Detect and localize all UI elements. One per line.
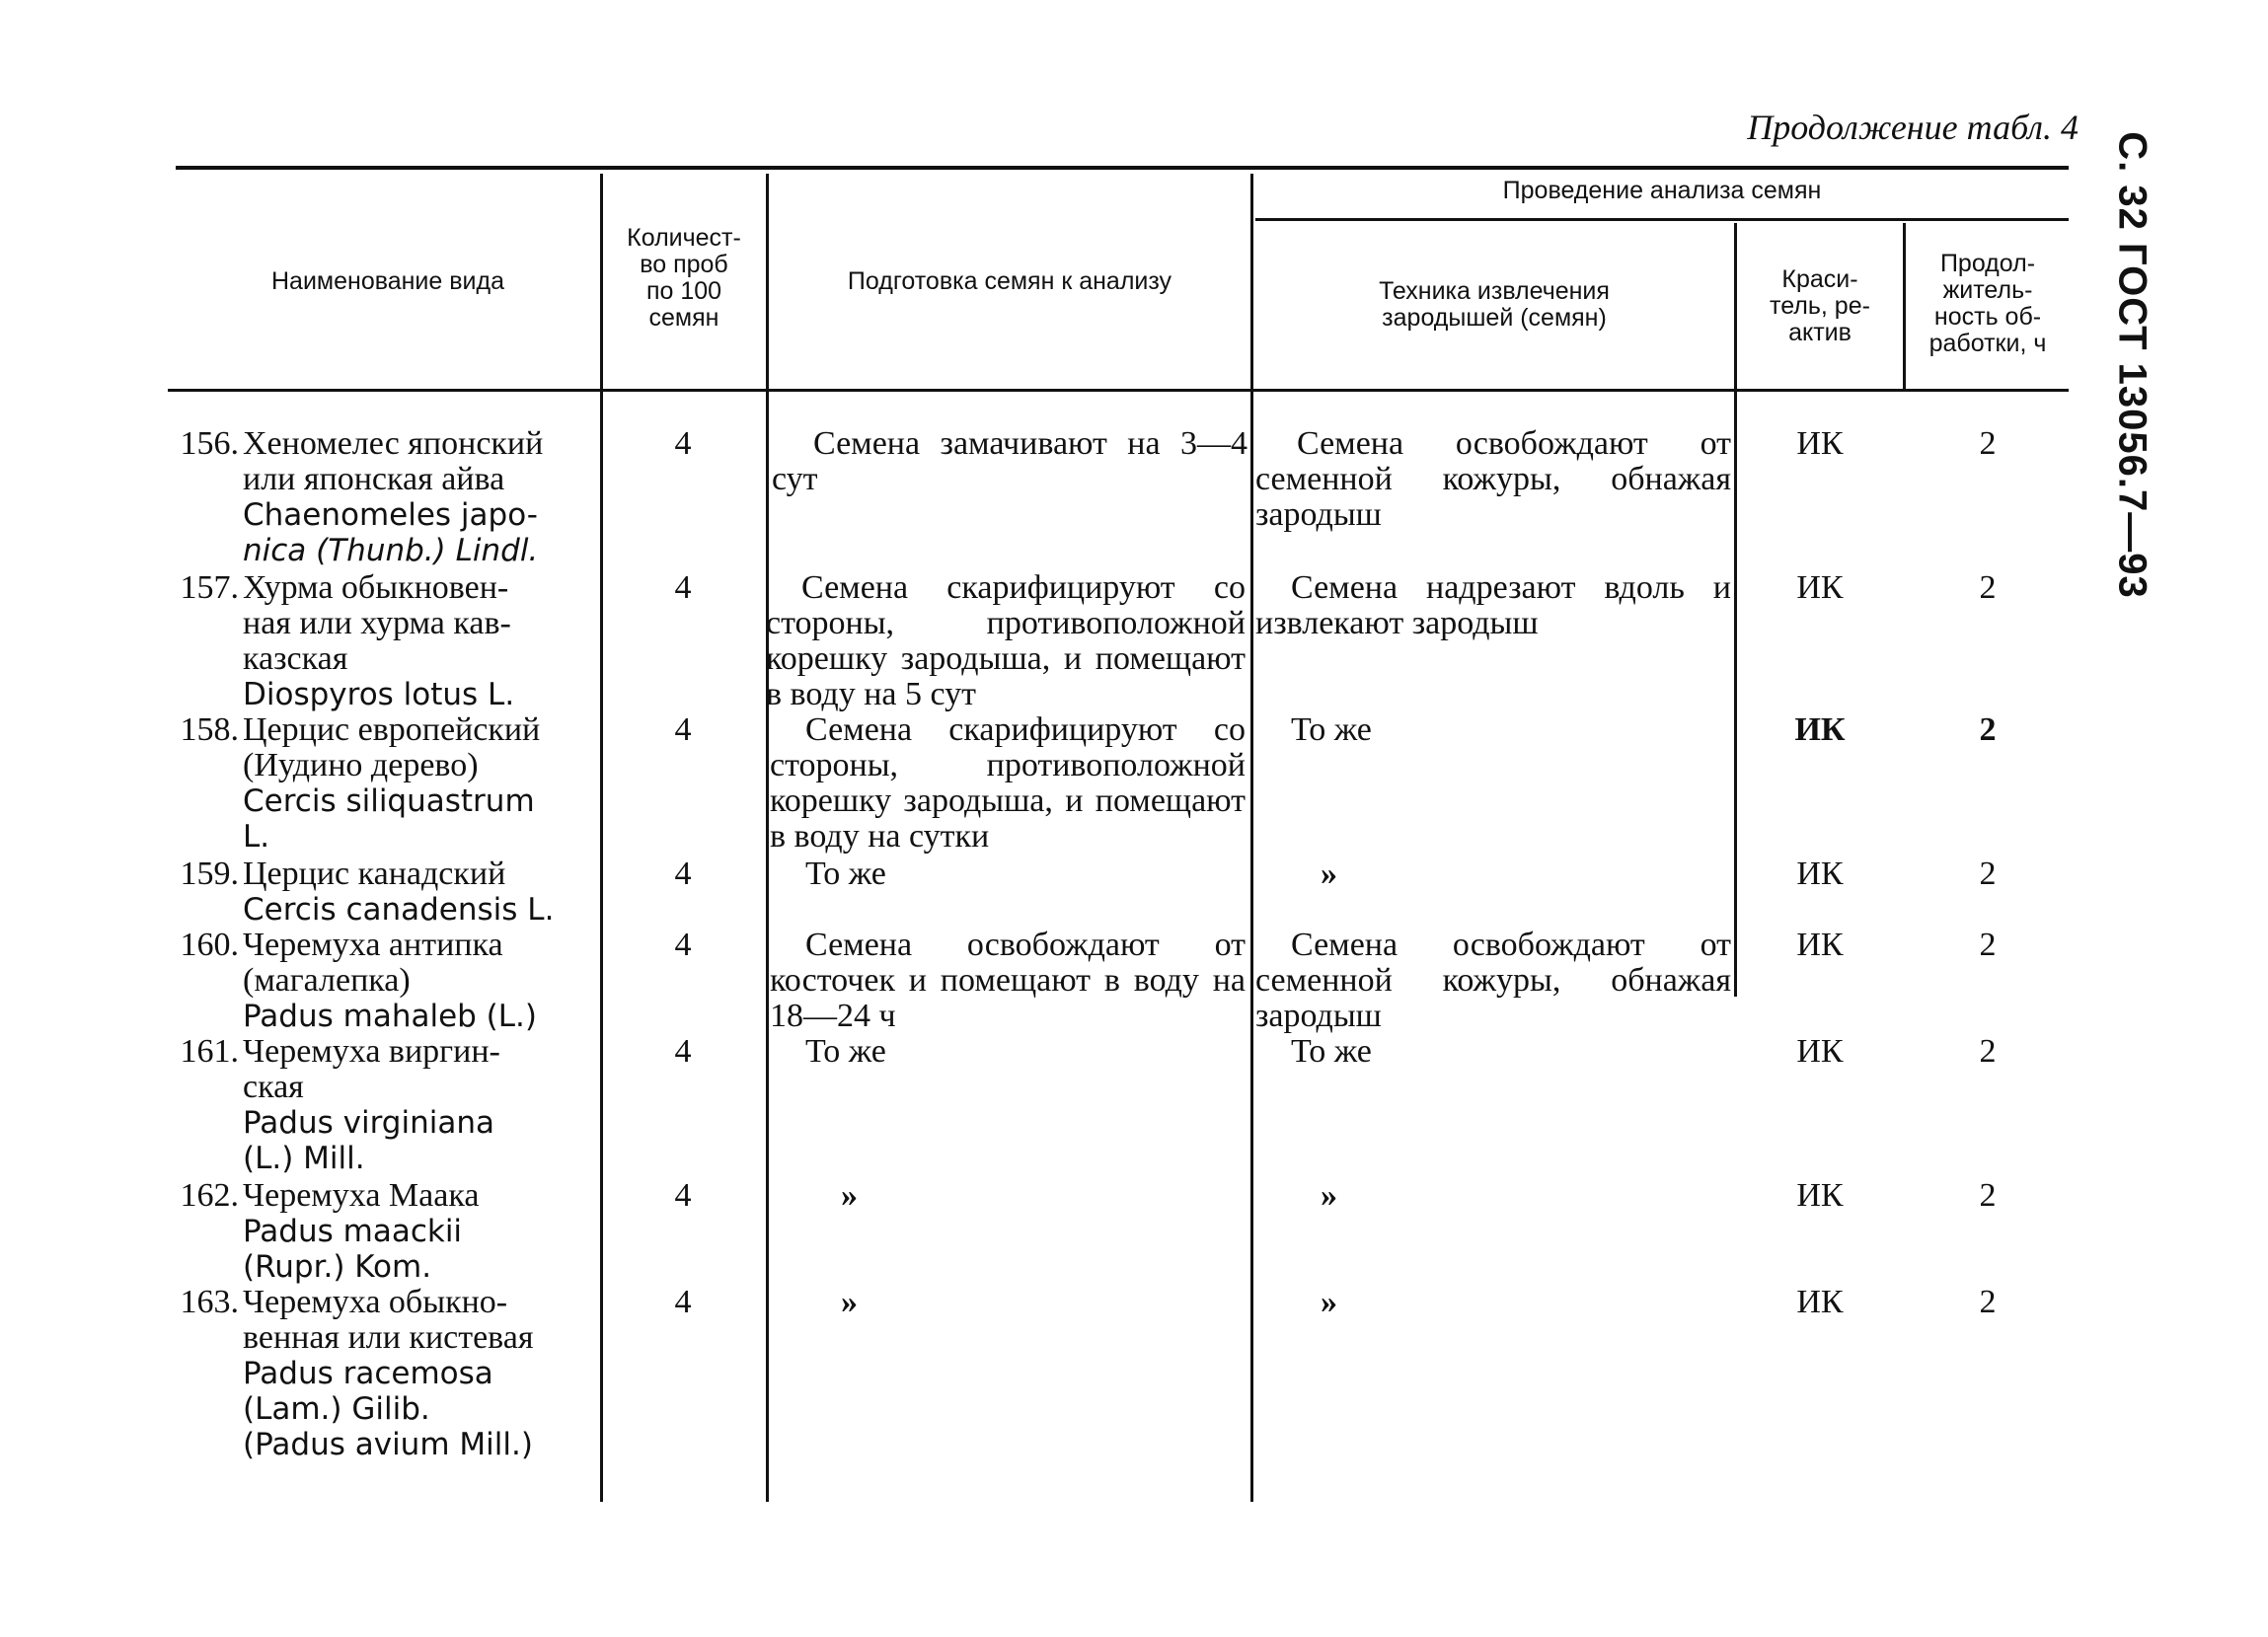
header-samples: Количест- во проб по 100 семян xyxy=(627,224,741,332)
table-row-156-duration: 2 xyxy=(1979,425,1997,462)
table-row-158-species: 158. Церцис европейский (Иудино дерево) Cercis siliquastrum L. xyxy=(180,711,541,855)
header-analysis: Проведение анализа семян xyxy=(1502,177,1822,204)
table-row-159-preparation: То же xyxy=(805,856,886,892)
analysis-subheader-rule xyxy=(1255,218,2069,221)
table-row-162-duration: 2 xyxy=(1979,1177,1997,1214)
table-row-160-dye: ИК xyxy=(1796,927,1844,963)
table-row-163-species: 163. Черемуха обыкно- венная или кистевая Padus racemosa (Lam.) Gilib. (Padus avium Mill.) xyxy=(180,1284,534,1462)
table-row-162-dye: ИК xyxy=(1796,1177,1844,1214)
table-row-163-duration: 2 xyxy=(1979,1284,1997,1320)
column-divider-3 xyxy=(1250,174,1253,1502)
table-row-160-preparation: Семена освобождают от косточек и помещают в воду на 18—24 ч xyxy=(770,927,1246,1034)
header-duration: Продол- житель- ность об- работки, ч xyxy=(1928,250,2047,357)
header-preparation: Подготовка семян к анализу xyxy=(847,267,1172,295)
table-row-161-duration: 2 xyxy=(1979,1033,1997,1070)
table-row-161-samples: 4 xyxy=(674,1033,692,1070)
table-row-160-duration: 2 xyxy=(1979,927,1997,963)
table-row-162-preparation: » xyxy=(841,1177,858,1214)
table-row-160-extraction: Семена освобождают от семенной кожуры, обнажая зародыш xyxy=(1255,927,1731,1034)
table-row-162-samples: 4 xyxy=(674,1177,692,1214)
table-row-156-samples: 4 xyxy=(674,425,692,462)
table-row-159-duration: 2 xyxy=(1979,856,1997,892)
table-row-163-extraction: » xyxy=(1321,1284,1337,1320)
table-row-157-samples: 4 xyxy=(674,569,692,606)
table-row-161-species: 161. Черемуха виргин- ская Padus virginiana (L.) Mill. xyxy=(180,1033,500,1176)
table-row-161-preparation: То же xyxy=(805,1033,886,1070)
table-row-156-extraction: Семена освобождают от семенной кожуры, обнажая зародыш xyxy=(1255,425,1731,533)
side-label-text: С. 32 ГОСТ 13056.7—93 xyxy=(2110,131,2155,599)
table-row-157-duration: 2 xyxy=(1979,569,1997,606)
table-row-157-preparation: Семена скарифицируют со стороны, противоположной корешку зародыша, и помещают в воду на 5 сут xyxy=(766,569,1246,712)
column-divider-2 xyxy=(766,174,769,1502)
column-divider-1 xyxy=(600,174,603,1502)
table-row-159-dye: ИК xyxy=(1796,856,1844,892)
table-row-159-extraction: » xyxy=(1321,856,1337,892)
table-top-rule xyxy=(176,166,2069,170)
table-row-163-samples: 4 xyxy=(674,1284,692,1320)
table-row-163-dye: ИК xyxy=(1796,1284,1844,1320)
table-row-157-species: 157. Хурма обыкновен- ная или хурма кав- казская Diospyros lotus L. xyxy=(180,569,515,712)
table-row-157-dye: ИК xyxy=(1796,569,1844,606)
header-species: Наименование вида xyxy=(271,267,504,295)
table-row-161-extraction: То же xyxy=(1291,1033,1372,1070)
table-row-158-duration: 2 xyxy=(1979,711,1997,748)
table-row-162-extraction: » xyxy=(1321,1177,1337,1214)
table-row-158-preparation: Семена скарифицируют со стороны, противоположной корешку зародыша, и помещают в воду на сутки xyxy=(770,711,1246,855)
table-row-159-samples: 4 xyxy=(674,856,692,892)
table-row-160-samples: 4 xyxy=(674,927,692,963)
continuation-heading: Продолжение табл. 4 xyxy=(1747,108,2079,147)
table-row-160-species: 160. Черемуха антипка (магалепка) Padus mahaleb (L.) xyxy=(180,927,537,1034)
table-row-157-extraction: Семена надрезают вдоль и извлекают зародыш xyxy=(1255,569,1731,641)
table-row-158-dye: ИК xyxy=(1794,711,1846,748)
table-row-163-preparation: » xyxy=(841,1284,858,1320)
table-row-156-species: 156. Хеномелес японский или японская айва Chaenomeles japo- nica (Thunb.) Lindl. xyxy=(180,425,544,568)
header-dye: Краси- тель, ре- актив xyxy=(1770,265,1870,346)
table-row-156-dye: ИК xyxy=(1796,425,1844,462)
table-row-158-extraction: То же xyxy=(1291,711,1372,748)
header-extraction: Техника извлечения зародышей (семян) xyxy=(1379,277,1610,332)
column-divider-5 xyxy=(1903,223,1906,391)
side-label xyxy=(2092,128,2171,602)
column-divider-4 xyxy=(1734,223,1737,997)
table-row-159-species: 159. Церцис канадский Cercis canadensis L. xyxy=(180,856,555,928)
table-row-162-species: 162. Черемуха Маака Padus maackii (Rupr.) Kom. xyxy=(180,1177,480,1285)
table-row-156-preparation: Семена замачивают на 3—4 сут xyxy=(772,425,1247,497)
table-row-158-samples: 4 xyxy=(674,711,692,748)
header-bottom-rule xyxy=(168,389,2069,392)
table-row-161-dye: ИК xyxy=(1796,1033,1844,1070)
